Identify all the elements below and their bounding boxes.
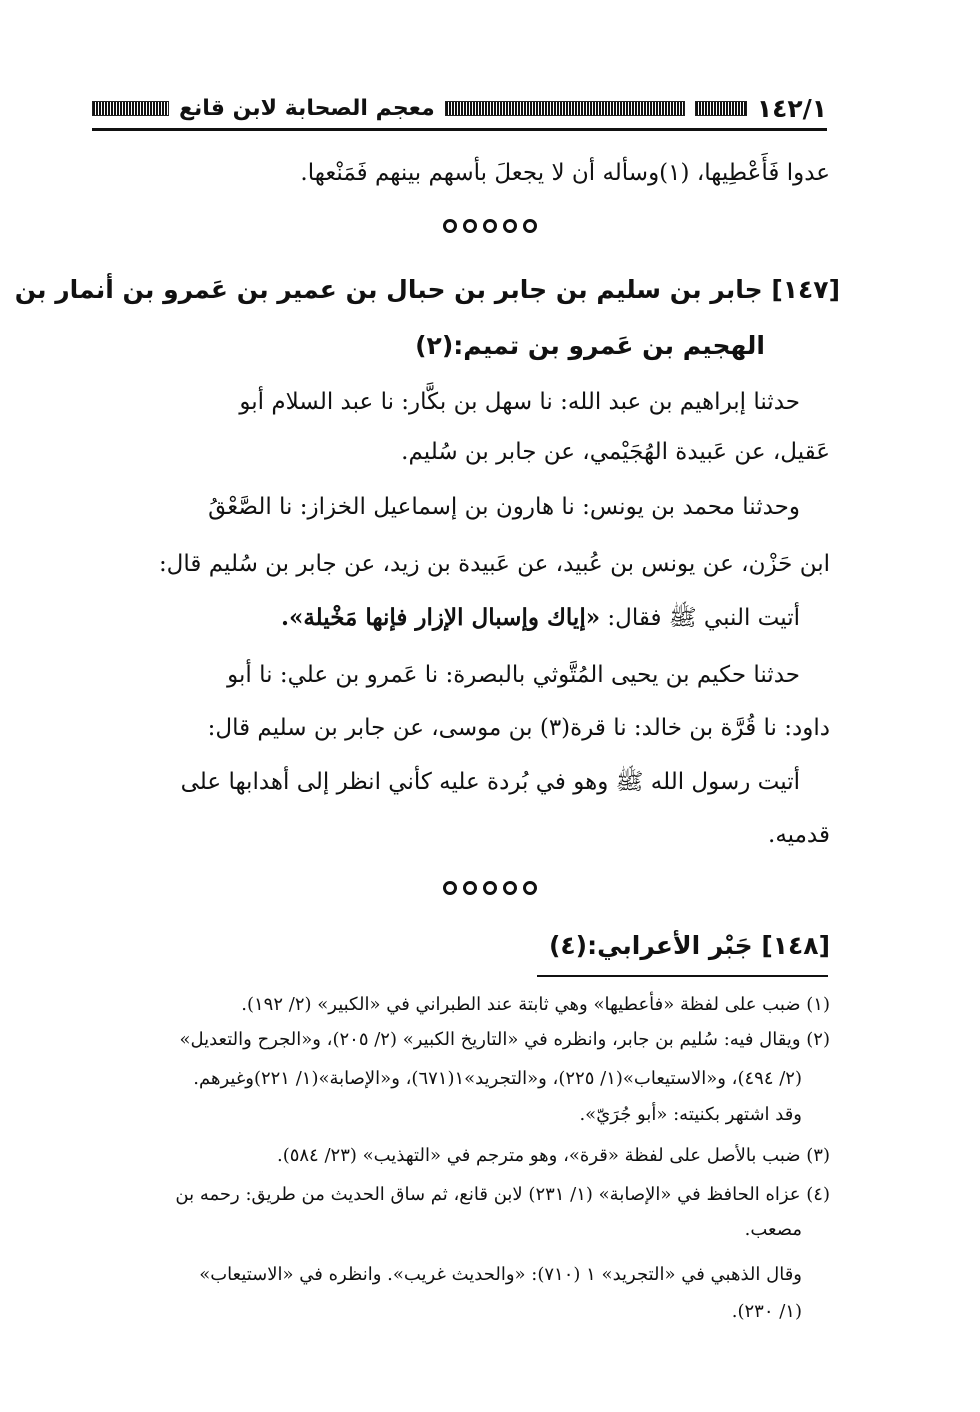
text-line: داود: نا قُرَّة بن خالد: نا قرة(٣) بن موسى، عن جابر بن سليم قال: <box>207 715 830 741</box>
section-separator <box>0 214 980 239</box>
text-line: أتيت رسول الله ﷺ وهو في بُردة عليه كأني انظر إلى أهدابها على <box>180 769 800 795</box>
text-line: حدثنا إبراهيم بن عبد الله: نا سهل بن بكَّار: نا عبد السلام أبو <box>239 389 800 415</box>
text-line: ابن حَزْن، عن يونس بن عُبيد، عن عَبيدة بن زيد، عن جابر بن سُليم قال: <box>158 551 830 577</box>
page-number: ١٤٢/١ <box>756 93 827 123</box>
hadith-intro: أتيت النبي ﷺ فقال: <box>600 605 800 631</box>
text-line: وحدثنا محمد بن يونس: نا هارون بن إسماعيل الخزاز: نا الصَّعْقُ <box>208 494 800 520</box>
header-ornament-bar <box>695 101 747 116</box>
footnote-3: (٣) ضبب بالأصل على لفظة «قرة»، وهو مترجم في «التهذيب» (٢٣/ ٥٨٤). <box>276 1145 830 1166</box>
footnote-1: (١) ضبب على لفظة «فأعطيها» وهي ثابتة عند الطبراني في «الكبير» (٢/ ١٩٢). <box>241 994 830 1015</box>
header-ornament-bar <box>445 101 685 116</box>
entry-heading-148: [١٤٨] جَبْر الأعرابي:(٤) <box>548 931 830 960</box>
footnote-4-cont: (١/ ٢٣٠). <box>731 1301 802 1322</box>
entry-heading-147-cont: الهجيم بن عَمرو بن تميم:(٢) <box>415 331 765 360</box>
text-line: عدوا فَأَعْطِيها، (١)وسأله أن لا يجعلَ بأسهم بينهم فَمَنْعها. <box>300 160 830 186</box>
hadith-line <box>95 598 800 638</box>
header-ornament-bar <box>92 101 169 116</box>
section-separator <box>0 876 980 901</box>
footnote-4-cont: وقال الذهبي في «التجريد» ١ (٧١٠): «والحديث غريب». وانظره في «الاستيعاب» <box>199 1264 802 1285</box>
text-line: عَقيل، عن عَبيدة الهُجَيْمي، عن جابر بن سُليم. <box>401 439 830 465</box>
text-line: حدثنا حكيم بن يحيى المُتَّوثي بالبصرة: نا عَمرو بن علي: نا أبو <box>227 662 800 688</box>
book-title: معجم الصحابة لابن قانع <box>179 95 435 121</box>
running-header <box>92 88 827 128</box>
text-line: قدميه. <box>768 822 830 848</box>
footnote-4: (٤) عزاه الحافظ في «الإصابة» (١/ ٢٣١) لابن قانع، ثم ساق الحديث من طريق: رحمه بن <box>175 1184 830 1205</box>
header-rule <box>92 128 827 131</box>
entry-heading-147: [١٤٧] جابر بن سليم بن جابر بن حبال بن عمير بن عَمرو بن أنمار بن <box>14 275 840 304</box>
footnote-2: (٢) ويقال فيه: سُليم بن جابر، وانظره في «التاريخ الكبير» (٢/ ٢٠٥)، و«الجرح والتعديل» <box>179 1029 830 1050</box>
footnote-2-cont: وقد اشتهر بكنيته: «أبو جُرَيّ». <box>579 1104 802 1125</box>
hadith-quote: «إياك وإسبال الإزار فإنها مَخْيلة». <box>280 604 601 631</box>
footnote-4-cont: مصعب. <box>744 1219 802 1240</box>
footnote-rule <box>537 975 828 977</box>
footnote-2-cont: (٢/ ٤٩٤)، و«الاستيعاب»(١/ ٢٢٥)، و«التجريد»١(٦٧١)، و«الإصابة»(١/ ٢٢١)وغيرهم. <box>193 1068 802 1089</box>
